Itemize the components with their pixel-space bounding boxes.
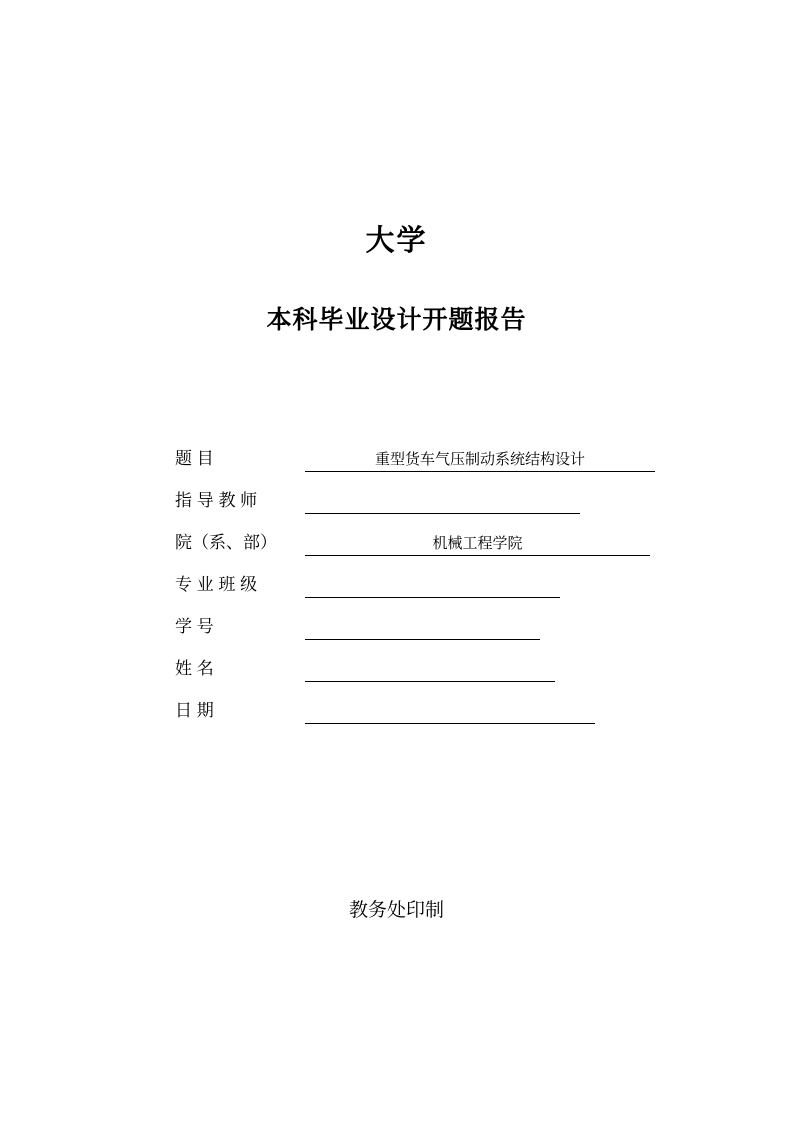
field-value-subject[interactable]: 重型货车气压制动系统结构设计: [305, 448, 655, 472]
field-label-class: 专 业 班 级: [175, 575, 258, 594]
field-label-name: 姓 名: [175, 659, 214, 678]
field-label-advisor: 指 导 教 师: [175, 491, 258, 510]
field-label-department: 院（系、部）: [175, 533, 277, 552]
field-label-subject: 题 目: [175, 449, 214, 468]
field-label-date: 日 期: [175, 701, 214, 720]
form-fields: [175, 430, 695, 724]
field-value-date[interactable]: [305, 700, 595, 724]
field-value-department[interactable]: 机械工程学院: [305, 532, 650, 556]
field-row-department: [175, 514, 695, 556]
field-value-name[interactable]: [305, 658, 555, 682]
page-title-report: 本科毕业设计开题报告: [266, 306, 527, 334]
field-row-advisor: [175, 472, 695, 514]
field-row-subject: [175, 430, 695, 472]
field-row-student-id: [175, 598, 695, 640]
field-row-class: [175, 556, 695, 598]
footer-note: 教务处印制: [348, 900, 444, 921]
page-title-university: 大学: [365, 225, 428, 257]
field-row-date: [175, 682, 695, 724]
field-label-student-id: 学 号: [175, 617, 214, 636]
field-value-class[interactable]: [305, 574, 560, 598]
field-value-advisor[interactable]: [305, 490, 580, 514]
field-value-student-id[interactable]: [305, 616, 540, 640]
field-row-name: [175, 640, 695, 682]
